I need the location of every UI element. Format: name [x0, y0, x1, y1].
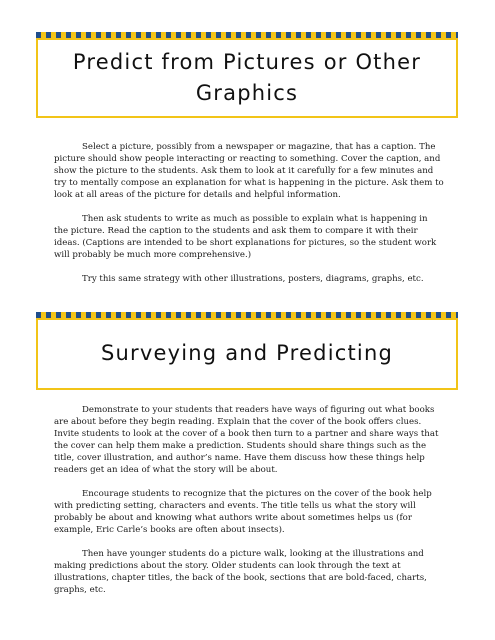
paragraph: Select a picture, possibly from a newspaper or magazine, that has a caption. The picture should show people interacting or reacting to something. Cover the caption, and show the picture to the students. Ask them to look at it carefully for a few minutes and try to mentally compose an explanation for what is happening in the picture. Ask them to look at all areas of the picture for details and helpful information. — [54, 142, 444, 200]
paragraph: Demonstrate to your students that readers have ways of figuring out what books are about before they begin reading. Explain that the cover of the book offers clues. Invite students to look at the cover of a book then turn to a partner and share ways that the cover can help them make a prediction. Students should share things such as the title, cover illustration, and author’s name. Have them discuss how these things help readers get an idea of what the story will be about. — [54, 405, 439, 475]
section-title-banner-predict — [36, 38, 458, 118]
paragraph: Then ask students to write as much as possible to explain what is happening in the picture. Read the caption to the students and ask them to compare it with their ideas. (Captions are intended to be short explanations for pictures, so the student work will probably be much more comprehensive.) — [54, 214, 437, 260]
paragraph: Try this same strategy with other illustrations, posters, diagrams, graphs, etc. — [82, 274, 424, 284]
section-title-line-2: Graphics — [195, 81, 299, 105]
paragraph: Encourage students to recognize that the pictures on the cover of the book help with predicting setting, characters and events. The title tells us what the story will probably be about and knowing what authors write about sometimes helps us (for example, Eric Carle’s books are often about insects). — [54, 489, 432, 535]
section-title-predict — [36, 47, 458, 109]
section-body-surveying — [54, 404, 444, 608]
section-title-line-1: Predict from Pictures or Other — [72, 50, 422, 74]
section-body-predict — [54, 141, 444, 297]
section-title-banner-surveying — [36, 318, 458, 390]
paragraph: Then have younger students do a picture walk, looking at the illustrations and making predictions about the story. Older students can look through the text at illustrations, chapter titles, the back of the book, sections that are bold-faced, charts, graphs, etc. — [54, 549, 427, 595]
section-title-surveying: Surveying and Predicting — [101, 341, 393, 365]
